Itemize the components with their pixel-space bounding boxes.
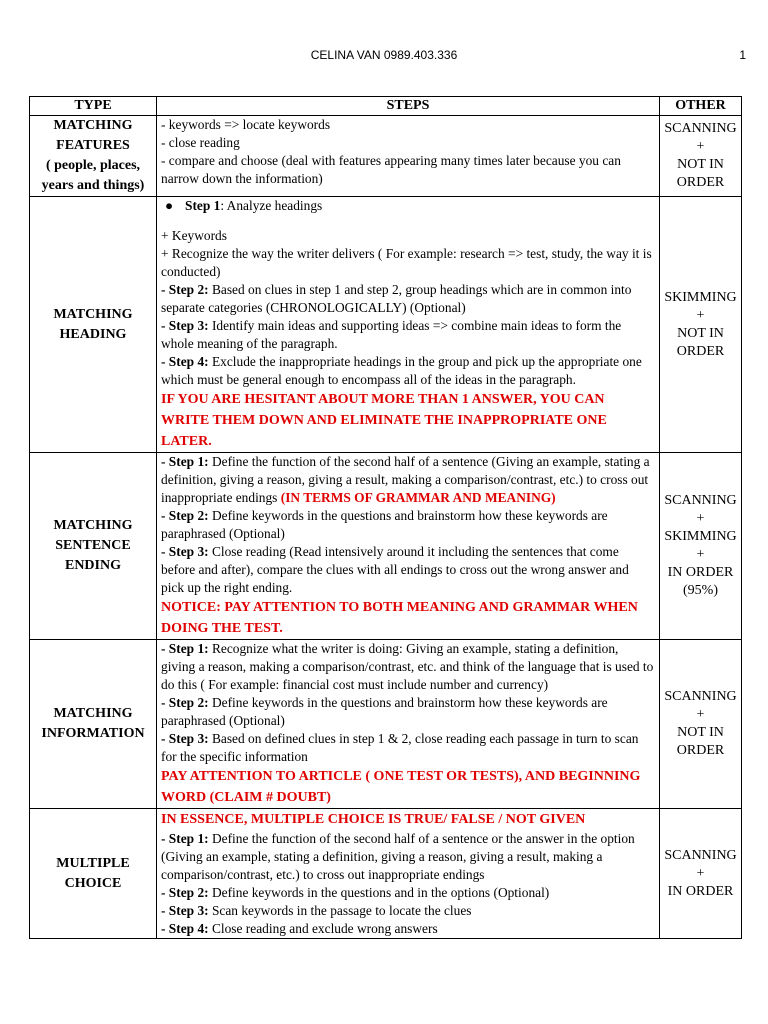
bullet-step <box>161 197 655 215</box>
step-paragraph <box>161 902 655 920</box>
type-line: years and things) <box>41 178 145 193</box>
other-line: + <box>696 547 705 562</box>
step-text: Define keywords in the questions and brainstorm how these keywords are paraphrased (Optional) <box>161 508 608 541</box>
step-paragraph <box>161 317 655 353</box>
step-label: - Step 4: <box>161 921 209 936</box>
type-cell <box>30 197 157 453</box>
step-text: Close reading (Read intensively around it including the sentences that come before and after), compare the clues with all endings to cross out the wrong answer and pick up the right ending. <box>161 544 629 595</box>
type-line: MATCHING <box>53 306 133 322</box>
step-text: Define keywords in the questions and in the options (Optional) <box>208 885 550 900</box>
essence-note: IN ESSENCE, MULTIPLE CHOICE IS TRUE/ FALSE / NOT GIVEN <box>161 812 586 827</box>
step-text: Scan keywords in the passage to locate the clues <box>208 903 472 918</box>
header-steps: STEPS <box>157 97 660 116</box>
type-line: MULTIPLE <box>56 855 130 871</box>
header-other: OTHER <box>660 97 742 116</box>
bullet-icon: ● <box>165 198 174 213</box>
step-label: - Step 2: <box>161 282 209 297</box>
red-emphasis: (IN TERMS OF GRAMMAR AND MEANING) <box>280 490 556 505</box>
steps-cell <box>157 453 660 640</box>
other-cell <box>660 809 742 939</box>
step-label: - Step 2: <box>161 508 209 523</box>
other-line: SKIMMING <box>664 289 737 305</box>
other-cell <box>660 453 742 640</box>
step-label: - Step 3: <box>161 731 209 746</box>
page-header <box>0 46 768 66</box>
other-line: SCANNING <box>664 689 737 704</box>
steps-cell <box>157 116 660 197</box>
step-paragraph <box>161 884 655 902</box>
step-text: Recognize what the writer is doing: Giving an example, stating a definition, giving a reason, making a comparison/contrast, etc. and think of the language that is used to do this ( For example: financial cost must include number and currency) <box>161 641 654 692</box>
other-line: ORDER <box>676 175 725 190</box>
type-line: ( people, places, <box>45 158 141 173</box>
table-row <box>30 453 742 640</box>
step-text: Close reading and exclude wrong answers <box>208 921 438 936</box>
step-paragraph <box>161 920 655 938</box>
step-label: - Step 1: <box>161 831 209 846</box>
other-line: (95%) <box>683 583 718 598</box>
steps-cell <box>157 640 660 809</box>
type-cell <box>30 809 157 939</box>
warning-note: NOTICE: PAY ATTENTION TO BOTH MEANING AND GRAMMAR WHEN DOING THE TEST. <box>161 600 638 636</box>
step-label: - Step 3: <box>161 903 209 918</box>
step-label: - Step 4: <box>161 354 209 369</box>
table-header-row <box>30 97 742 116</box>
step-text: Define keywords in the questions and brainstorm how these keywords are paraphrased (Optional) <box>161 695 608 728</box>
step-label: Step 1 <box>185 198 221 213</box>
type-line: INFORMATION <box>41 726 145 741</box>
other-line: + <box>696 707 705 722</box>
header-type: TYPE <box>30 97 157 116</box>
step-label: - Step 3: <box>161 544 209 559</box>
type-line: MATCHING <box>53 118 133 133</box>
other-cell <box>660 640 742 809</box>
step-text: Identify main ideas and supporting ideas => combine main ideas to form the whole meaning of the paragraph. <box>161 318 622 351</box>
type-line: MATCHING <box>53 706 133 721</box>
other-line: SKIMMING <box>664 529 737 544</box>
step-paragraph <box>161 830 655 884</box>
step-text: Define the function of the second half of a sentence or the answer in the option (Giving an example, stating a definition, giving a reason, giving a result, making a comparison/contrast, etc.) to cross out inappropriate endings <box>161 831 635 882</box>
type-line: CHOICE <box>64 875 122 891</box>
type-line: MATCHING <box>53 518 133 533</box>
step-text: Based on clues in step 1 and step 2, group headings which are in common into separate categories (CHRONOLOGICALLY) (Optional) <box>161 282 632 315</box>
steps-cell <box>157 809 660 939</box>
type-line: ENDING <box>64 558 121 573</box>
type-line: SENTENCE <box>55 538 131 553</box>
step-paragraph <box>161 507 655 543</box>
step-text: Define the function of the second half of a sentence (Giving an example, stating a definition, giving a reason, giving a result, making a comparison/contrast, etc.) to cross out inappropriate endings <box>161 454 650 505</box>
other-line: SCANNING <box>664 847 737 863</box>
other-line: IN ORDER <box>667 565 734 580</box>
warning-note: PAY ATTENTION TO ARTICLE ( ONE TEST OR TESTS), AND BEGINNING WORD (CLAIM # DOUBT) <box>161 769 641 805</box>
step-text: + Recognize the way the writer delivers ( For example: research => test, study, the way it is conducted) <box>161 246 652 279</box>
other-line: SCANNING <box>664 493 737 508</box>
table-row <box>30 809 742 939</box>
step-paragraph <box>161 453 655 507</box>
other-line: NOT IN <box>677 157 724 172</box>
other-line: SCANNING <box>664 121 737 136</box>
step-text: Based on defined clues in step 1 & 2, close reading each passage in turn to scan for the specific information <box>161 731 639 764</box>
page-number: 1 <box>739 48 746 62</box>
type-line: HEADING <box>59 326 127 342</box>
step-text: Exclude the inappropriate headings in the group and pick up the appropriate one which must be general enough to encompass all of the ideas in the paragraph. <box>161 354 642 387</box>
step-text: : Analyze headings <box>220 198 323 213</box>
step-paragraph <box>161 730 655 766</box>
warning-note: IF YOU ARE HESITANT ABOUT MORE THAN 1 ANSWER, YOU CAN WRITE THEM DOWN AND ELIMINATE THE INAPPROPRIATE ONE LATER. <box>161 392 607 449</box>
type-cell <box>30 640 157 809</box>
reading-strategies-table <box>29 96 742 939</box>
other-line: NOT IN <box>677 725 724 740</box>
other-cell <box>660 116 742 197</box>
step-label: - Step 1: <box>161 641 209 656</box>
other-line: + <box>696 865 705 881</box>
step-label: - Step 3: <box>161 318 209 333</box>
other-line: ORDER <box>676 743 725 758</box>
step-paragraph <box>161 694 655 730</box>
type-cell <box>30 116 157 197</box>
step-paragraph <box>161 281 655 317</box>
steps-cell <box>157 197 660 453</box>
other-line: + <box>696 511 705 526</box>
step-text: + Keywords <box>161 228 227 243</box>
type-cell <box>30 453 157 640</box>
step-paragraph <box>161 353 655 389</box>
header-author: CELINA VAN 0989.403.336 <box>310 48 458 62</box>
other-line: + <box>696 139 705 154</box>
type-line: FEATURES <box>56 138 130 153</box>
other-line: + <box>696 307 705 323</box>
other-cell <box>660 197 742 453</box>
step-text: - keywords => locate keywords <box>161 117 331 132</box>
step-text: - close reading <box>161 135 240 150</box>
table-row <box>30 640 742 809</box>
step-label: - Step 1: <box>161 454 209 469</box>
table-row <box>30 197 742 453</box>
other-line: IN ORDER <box>667 883 734 899</box>
step-paragraph <box>161 640 655 694</box>
step-label: - Step 2: <box>161 695 209 710</box>
other-line: ORDER <box>676 343 725 359</box>
step-paragraph <box>161 543 655 597</box>
table-row <box>30 116 742 197</box>
step-label: - Step 2: <box>161 885 209 900</box>
other-line: NOT IN <box>677 325 724 341</box>
step-text: - compare and choose (deal with features appearing many times later because you can narrow down the information) <box>161 153 621 186</box>
